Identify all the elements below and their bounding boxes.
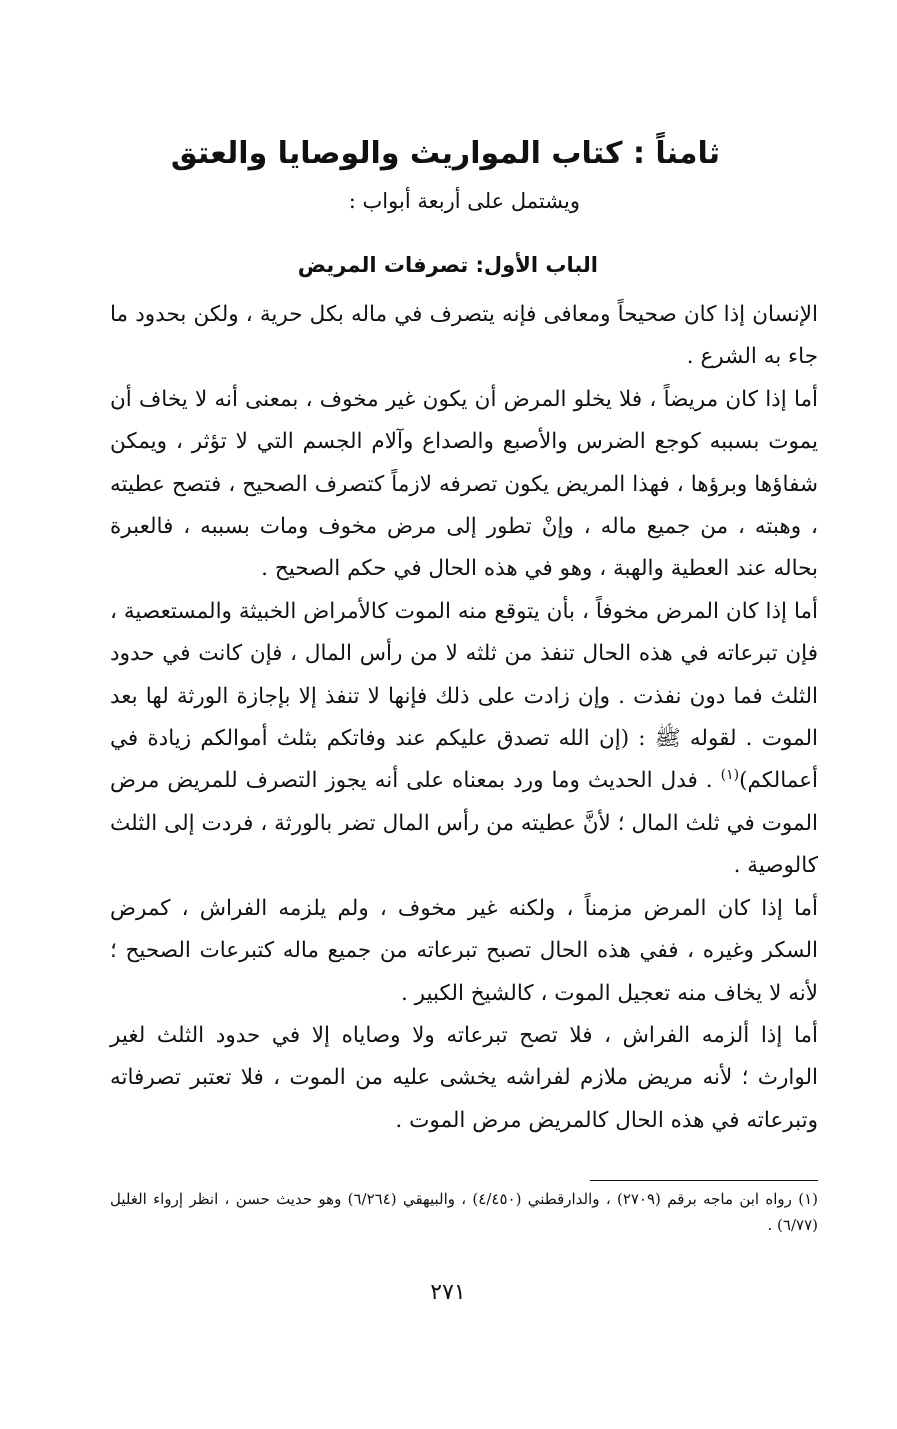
paragraph-text: . فدل الحديث وما ورد بمعناه على أنه يجوز التصرف للمريض مرض الموت في ثلث المال ؛ لأنَّ عطيته من رأس المال تضر بالورثة ، فردت إلى الثلث كالوصية . <box>110 768 818 879</box>
page-number: ٢٧١ <box>430 1280 466 1305</box>
paragraph: أما إذا ألزمه الفراش ، فلا تصح تبرعاته ولا وصاياه إلا في حدود الثلث لغير الوارث ؛ لأنه مريض ملازم لفراشه يخشى عليه من الموت ، فلا تعتبر تصرفاته وتبرعاته في هذه الحال كالمريض مرض الموت . <box>110 1022 818 1133</box>
footnote: (١) رواه ابن ماجه برقم (٢٧٠٩) ، والدارقطني (٤/٤٥٠) ، والبيهقي (٦/٢٦٤) وهو حديث حسن ، انظر إرواء الغليل (٦/٧٧) . <box>110 1190 819 1234</box>
body-text <box>110 294 818 1142</box>
paragraph: الإنسان إذا كان صحيحاً ومعافى فإنه يتصرف في ماله بكل حرية ، ولكن بحدود ما جاء به الشرع . <box>110 302 818 370</box>
footnote-divider <box>590 1180 818 1181</box>
chapter-title: ثامناً : كتاب المواريث والوصايا والعتق <box>170 136 720 171</box>
paragraph: أما إذا كان مريضاً ، فلا يخلو المرض أن يكون غير مخوف ، بمعنى أنه لا يخاف أن يموت بسببه كوجع الضرس والأصبع والصداع وآلام الجسم التي لا تؤثر ، ويمكن شفاؤها وبرؤها ، فهذا المريض يكون تصرفه لازماً كتصرف الصحيح ، فتصح عطيته ، وهبته ، من جميع ماله ، وإنْ تطور إلى مرض مخوف ومات بسببه ، فالعبرة بحاله عند العطية والهبة ، وهو في هذه الحال في حكم الصحيح . <box>110 386 818 582</box>
paragraph-text: أما إذا كان المرض مخوفاً ، بأن يتوقع منه الموت كالأمراض الخبيثة والمستعصية ، فإن تبرعاته في هذه الحال تنفذ من ثلثه لا من رأس المال ، فإن كانت في حدود الثلث فما دون نفذت . وإن زادت على ذلك فإنها لا تنفذ إلا بإجازة الورثة لها بعد الموت . لقوله ﷺ : (إن الله تصدق عليكم عند وفاتكم بثلث أموالكم زيادة في أعمالكم) <box>110 598 818 794</box>
paragraph: أما إذا كان المرض مزمناً ، ولكنه غير مخوف ، ولم يلزمه الفراش ، كمرض السكر وغيره ، ففي هذه الحال تصبح تبرعاته من جميع ماله كتبرعات الصحيح ؛ لأنه لا يخاف منه تعجيل الموت ، كالشيخ الكبير . <box>110 895 818 1006</box>
footnote-reference: (١) <box>720 767 740 784</box>
chapter-intro: ويشتمل على أربعة أبواب : <box>348 189 580 213</box>
paragraph <box>110 591 818 888</box>
section-heading: الباب الأول: تصرفات المريض <box>297 253 598 277</box>
